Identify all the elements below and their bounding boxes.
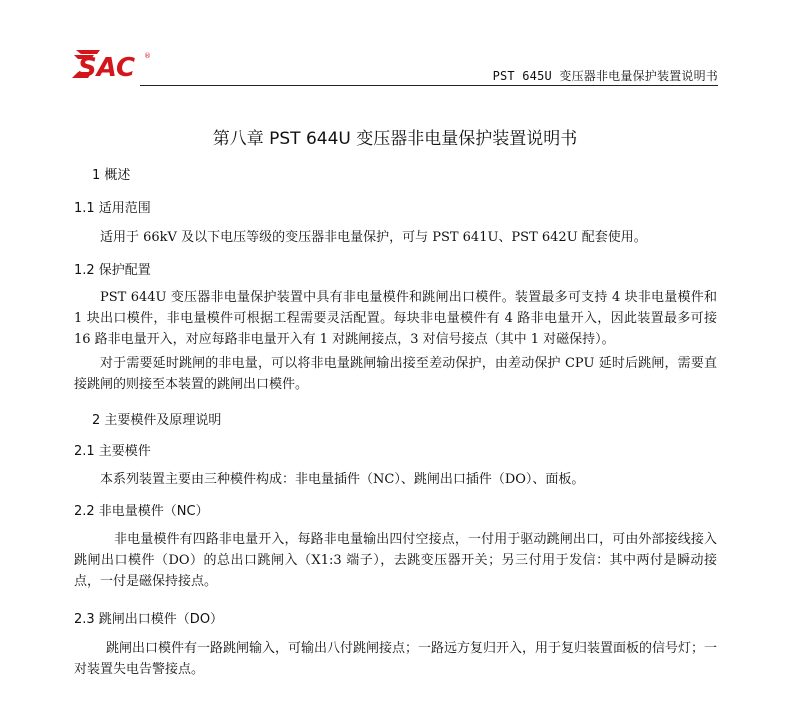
paragraph-2-3: 跳闸出口模件有一路跳闸输入，可输出八付跳闸接点；一路远方复归开入，用于复归装置面板的信号灯；一对装置失电告警接点。 bbox=[74, 641, 718, 677]
paragraph-1-2-b: 对于需要延时跳闸的非电量，可以将非电量跳闸输出接至差动保护，由差动保护 CPU 延时后跳闸，需要直接跳闸的则接至本装置的跳闸出口模件。 bbox=[74, 356, 717, 392]
paragraph-1-2-a: PST 644U 变压器非电量保护装置中具有非电量模件和跳闸出口模件。装置最多可支持 4 块非电量模件和 1 块出口模件，非电量模件可根据工程需要灵活配置。每块非电量模件有 4 路非电量开入，因此装置最多可接 16 路非电量开入，对应每路非电量开入有 1 对跳闸接点，3 对信号接点（其中 1 对磁保持）。 bbox=[74, 290, 717, 347]
section-heading-2-1: 2.1 主要模件 bbox=[74, 444, 151, 459]
sac-logo bbox=[72, 48, 156, 82]
section-heading-2: 2 主要模件及原理说明 bbox=[92, 413, 222, 428]
header-doc-title: PST 645U 变压器非电量保护装置说明书 bbox=[492, 69, 718, 83]
logo-text: SAC bbox=[78, 53, 136, 82]
section-heading-1-1: 1.1 适用范围 bbox=[74, 201, 151, 216]
section-heading-1-2: 1.2 保护配置 bbox=[74, 263, 151, 278]
paragraph-2-2: 非电量模件有四路非电量开入，每路非电量输出四付空接点，一付用于驱动跳闸出口，可由外部接线接入跳闸出口模件（DO）的总出口跳闸入（X1:3 端子），去跳变压器开关；另三付用于发信：其中两付是瞬动接点，一付是磁保持接点。 bbox=[74, 532, 717, 589]
logo-registered-mark: ® bbox=[144, 52, 151, 60]
page-header bbox=[72, 40, 718, 86]
section-heading-2-3: 2.3 跳闸出口模件（DO） bbox=[74, 612, 224, 627]
section-heading-1: 1 概述 bbox=[92, 168, 131, 183]
paragraph-1-1: 适用于 66kV 及以下电压等级的变压器非电量保护，可与 PST 641U、PST 642U 配套使用。 bbox=[100, 230, 647, 245]
section-heading-2-2: 2.2 非电量模件（NC） bbox=[74, 504, 209, 519]
header-rule bbox=[140, 85, 718, 86]
paragraph-2-1: 本系列装置主要由三种模件构成：非电量插件（NC）、跳闸出口插件（DO）、面板。 bbox=[100, 472, 585, 487]
chapter-title: 第八章 PST 644U 变压器非电量保护装置说明书 bbox=[212, 129, 578, 149]
